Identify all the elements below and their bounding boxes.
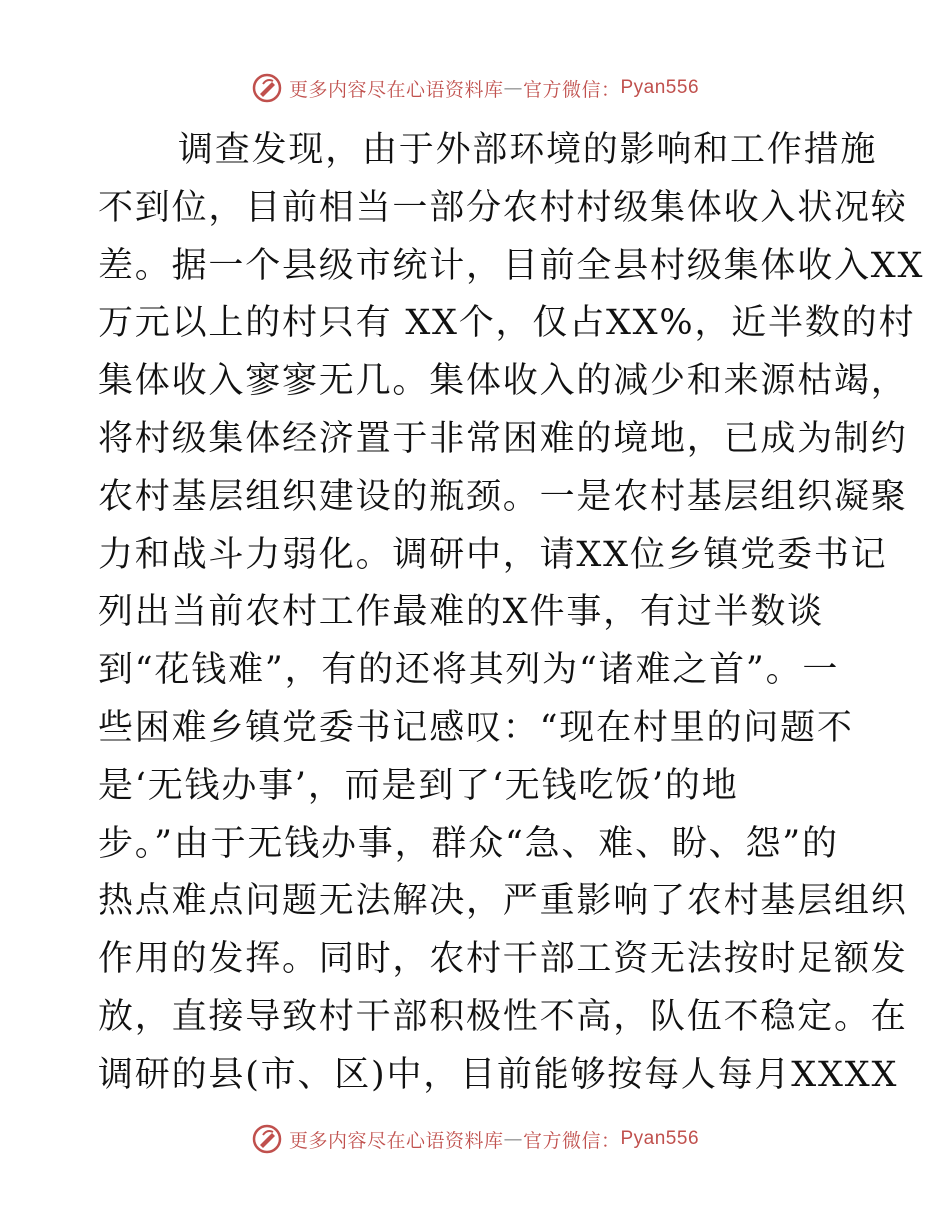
paragraph-line: 集体收入寥寥无几。集体收入的减少和来源枯竭， xyxy=(98,361,908,402)
brand-logo-icon xyxy=(251,1123,283,1155)
paragraph-line: 不到位，目前相当一部分农村村级集体收入状况较 xyxy=(98,187,908,228)
paragraph-line: 是‘无钱办事’，而是到了‘无钱吃饭’的地 xyxy=(98,765,739,806)
paragraph-line: 到“花钱难”，有的还将其列为“诸难之首”。一 xyxy=(98,650,840,691)
brand-logo-icon xyxy=(251,72,283,104)
watermark-wechat-handle: Pyan556 xyxy=(620,77,700,98)
watermark-brand: 更多内容尽在心语资料库 xyxy=(288,1129,504,1152)
watermark-wechat-label: 官方微信： xyxy=(522,1129,621,1152)
paragraph-line: 力和战斗力弱化。调研中，请XX位乡镇党委书记 xyxy=(98,534,888,575)
paragraph-line: 万元以上的村只有 XX个，仅占XX%，近半数的村 xyxy=(98,303,916,344)
watermark-separator: — xyxy=(503,77,523,99)
paragraph-line: 列出当前农村工作最难的X件事，有过半数谈 xyxy=(98,592,824,633)
footer-watermark xyxy=(0,1123,950,1155)
paragraph-line: 热点难点问题无法解决，严重影响了农村基层组织 xyxy=(98,881,908,922)
document-body xyxy=(98,122,925,1105)
paragraph-line: 步。”由于无钱办事，群众“急、难、盼、怨”的 xyxy=(98,823,839,864)
paragraph-line: 作用的发挥。同时，农村干部工资无法按时足额发 xyxy=(98,939,908,980)
header-watermark xyxy=(0,72,950,104)
watermark-brand: 更多内容尽在心语资料库 xyxy=(288,78,504,101)
paragraph-line: 些困难乡镇党委书记感叹：“现在村里的问题不 xyxy=(98,707,854,748)
watermark-wechat-handle: Pyan556 xyxy=(620,1128,700,1149)
paragraph-line: 农村基层组织建设的瓶颈。一是农村基层组织凝聚 xyxy=(98,476,908,517)
watermark-wechat-label: 官方微信： xyxy=(522,78,621,101)
paragraph-line: 将村级集体经济置于非常困难的境地，已成为制约 xyxy=(98,418,908,459)
paragraph-line: 调研的县(市、区)中，目前能够按每人每月XXXX xyxy=(98,1054,899,1095)
paragraph-line: 调查发现，由于外部环境的影响和工作措施 xyxy=(178,130,878,170)
watermark-separator: — xyxy=(503,1128,523,1150)
paragraph-line: 差。据一个县级市统计，目前全县村级集体收入XX xyxy=(98,245,925,286)
paragraph-line: 放，直接导致村干部积极性不高，队伍不稳定。在 xyxy=(98,996,908,1037)
